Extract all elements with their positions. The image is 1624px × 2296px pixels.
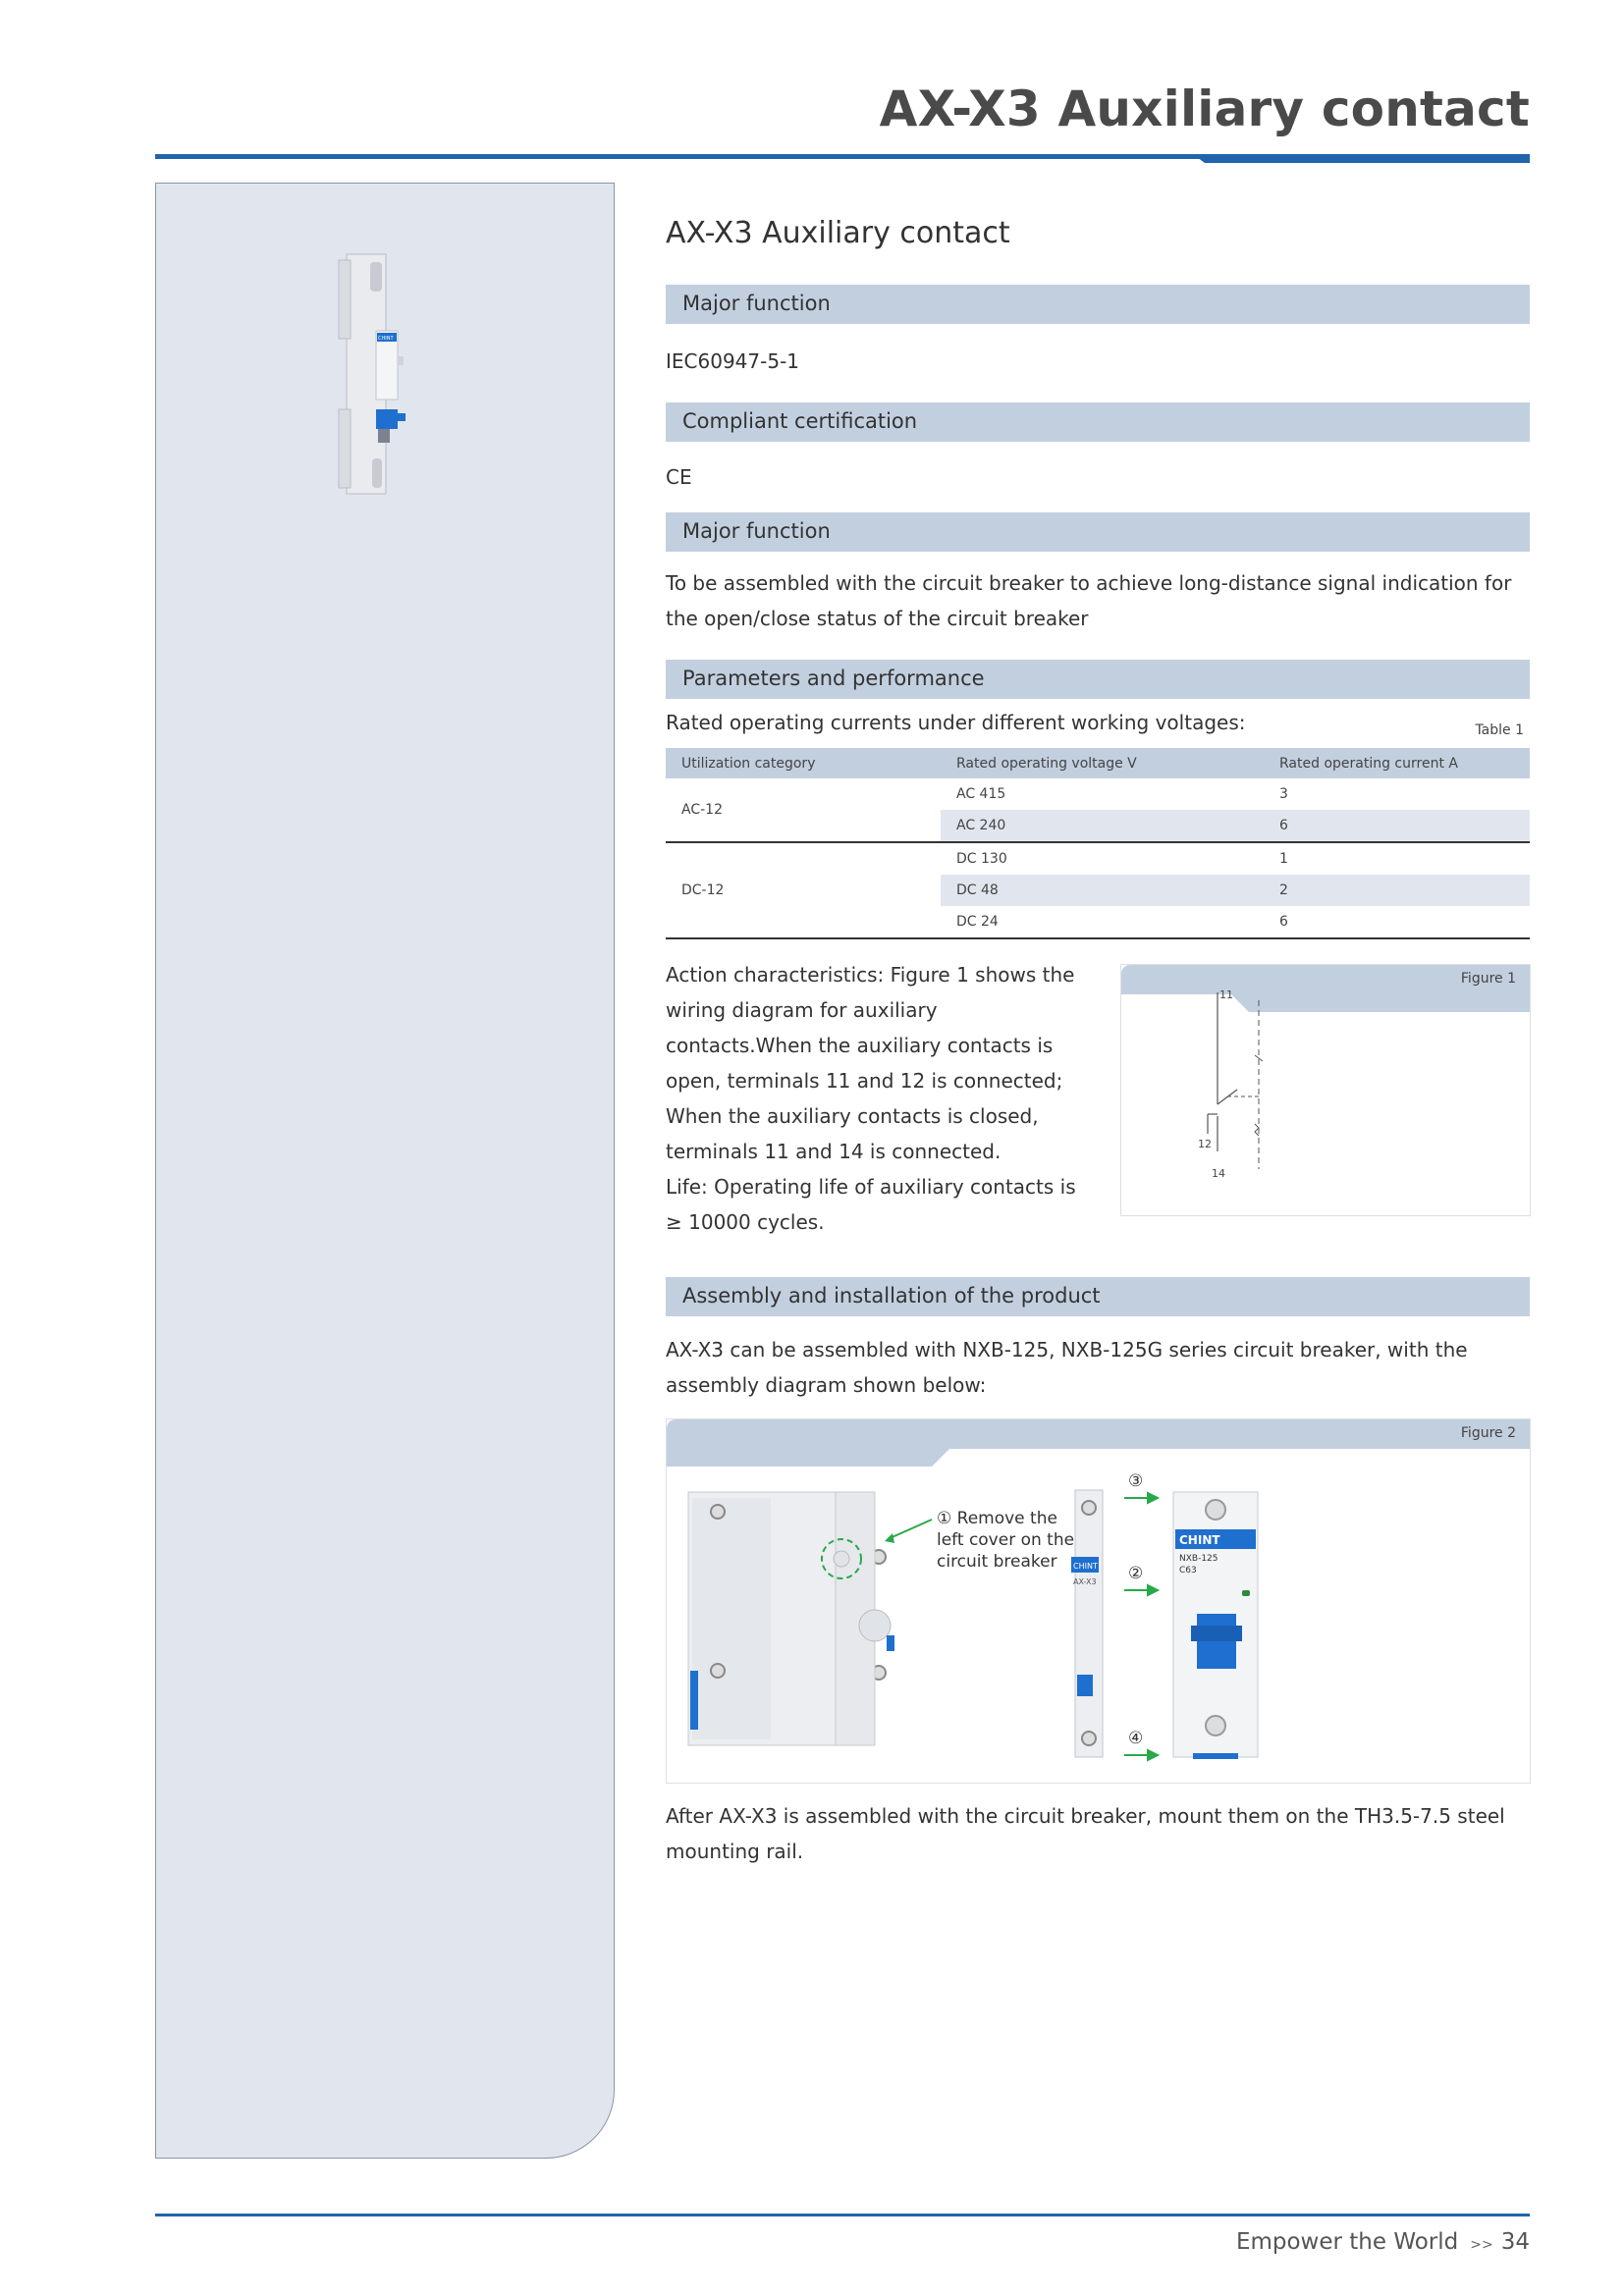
assembly-diagram bbox=[667, 1468, 1530, 1781]
title-rule-accent bbox=[1193, 154, 1530, 163]
product-image bbox=[333, 252, 421, 498]
footer-arrow: >> bbox=[1470, 2237, 1493, 2253]
breaker-rating: C63 bbox=[1179, 1566, 1197, 1575]
terminal-12: 12 bbox=[1198, 1138, 1212, 1150]
arrows-green bbox=[1124, 1493, 1158, 1760]
section-label: Compliant certification bbox=[682, 409, 918, 433]
section-certification bbox=[666, 402, 1530, 442]
terminal-14: 14 bbox=[1212, 1167, 1225, 1180]
table-cell: DC 48 bbox=[956, 882, 999, 898]
figure-2-label: Figure 2 bbox=[1460, 1425, 1516, 1441]
page-title: AX-X3 Auxiliary contact bbox=[879, 80, 1530, 137]
side-panel bbox=[155, 183, 615, 2159]
figure-2 bbox=[666, 1418, 1531, 1784]
section-label: Major function bbox=[682, 519, 831, 543]
assembly-text: AX-X3 can be assembled with NXB-125, NXB-125G series circuit breaker, with the assembly diagram shown below: bbox=[666, 1338, 1468, 1397]
section-major-function bbox=[666, 285, 1530, 324]
table-cell: 6 bbox=[1264, 810, 1530, 842]
parameter-table bbox=[666, 748, 1530, 939]
section-label: Assembly and installation of the product bbox=[682, 1284, 1101, 1308]
section-label: Parameters and performance bbox=[682, 667, 985, 690]
table-header: Utilization category bbox=[666, 748, 941, 778]
standard-text: IEC60947-5-1 bbox=[666, 349, 800, 373]
marker-4: ④ bbox=[1128, 1729, 1144, 1748]
table-cell: DC 130 bbox=[956, 851, 1007, 867]
after-assembly-text: After AX-X3 is assembled with the circuit breaker, mount them on the TH3.5-7.5 steel mounting rail. bbox=[666, 1804, 1505, 1863]
parameters-text: Rated operating currents under different working voltages: bbox=[666, 711, 1246, 734]
table-cell: AC 240 bbox=[941, 810, 1264, 842]
step1-line2: left cover on the bbox=[937, 1530, 1075, 1550]
table-cell: 1 bbox=[1279, 851, 1288, 867]
table-cell: 2 bbox=[1279, 882, 1288, 898]
function-text: To be assembled with the circuit breaker to achieve long-distance signal indication for the open/close status of the circuit breaker bbox=[666, 571, 1512, 630]
aux-label: AX-X3 bbox=[1073, 1577, 1097, 1586]
footer-slogan: Empower the World bbox=[1235, 2229, 1459, 2255]
action-text bbox=[666, 957, 1078, 1240]
table-cell-category: AC-12 bbox=[666, 778, 941, 842]
marker-2: ② bbox=[1128, 1564, 1144, 1583]
table-header: Rated operating voltage V bbox=[941, 748, 1264, 778]
footer bbox=[1236, 2229, 1530, 2255]
section-label: Major function bbox=[682, 292, 831, 315]
aux-brand: CHINT bbox=[1073, 1562, 1098, 1571]
step1-line1: ① Remove the bbox=[937, 1509, 1057, 1528]
product-title: AX-X3 Auxiliary contact bbox=[666, 216, 1010, 250]
section-assembly bbox=[666, 1277, 1530, 1316]
table-cell: 3 bbox=[1279, 786, 1288, 802]
step1-line3: circuit breaker bbox=[937, 1552, 1057, 1572]
marker-3: ③ bbox=[1128, 1471, 1144, 1491]
table-header: Rated operating current A bbox=[1264, 748, 1530, 778]
figure-1-label: Figure 1 bbox=[1460, 971, 1516, 987]
table-caption: Table 1 bbox=[1475, 722, 1524, 738]
section-major-function-2 bbox=[666, 512, 1530, 552]
breaker-brand: CHINT bbox=[1179, 1533, 1220, 1547]
terminal-11: 11 bbox=[1219, 988, 1233, 1001]
footer-rule bbox=[155, 2214, 1530, 2216]
figure-1 bbox=[1120, 964, 1531, 1216]
table-row bbox=[666, 778, 1530, 810]
life-text: Life: Operating life of auxiliary contacts is ≥ 10000 cycles. bbox=[666, 1175, 1076, 1234]
table-cell: AC 415 bbox=[956, 786, 1006, 802]
table-header-row bbox=[666, 748, 1530, 778]
page-number: 34 bbox=[1500, 2229, 1530, 2255]
action-description: Action characteristics: Figure 1 shows the wiring diagram for auxiliary contacts.When the auxiliary contacts is open, terminals 11 and 12 is connected; When the auxiliary contacts is closed, terminals 11 and 14 is connected. bbox=[666, 963, 1075, 1163]
wiring-diagram bbox=[1180, 987, 1318, 1202]
table-cell: 6 bbox=[1264, 906, 1530, 938]
svg-text:CHINT: CHINT bbox=[378, 336, 394, 342]
breaker-model: NXB-125 bbox=[1179, 1554, 1218, 1564]
certification-text: CE bbox=[666, 465, 692, 489]
table-cell-category: DC-12 bbox=[666, 842, 941, 938]
table-row bbox=[666, 842, 1530, 875]
figure-2-header bbox=[667, 1419, 1530, 1467]
table-cell: DC 24 bbox=[941, 906, 1264, 938]
section-parameters bbox=[666, 660, 1530, 699]
